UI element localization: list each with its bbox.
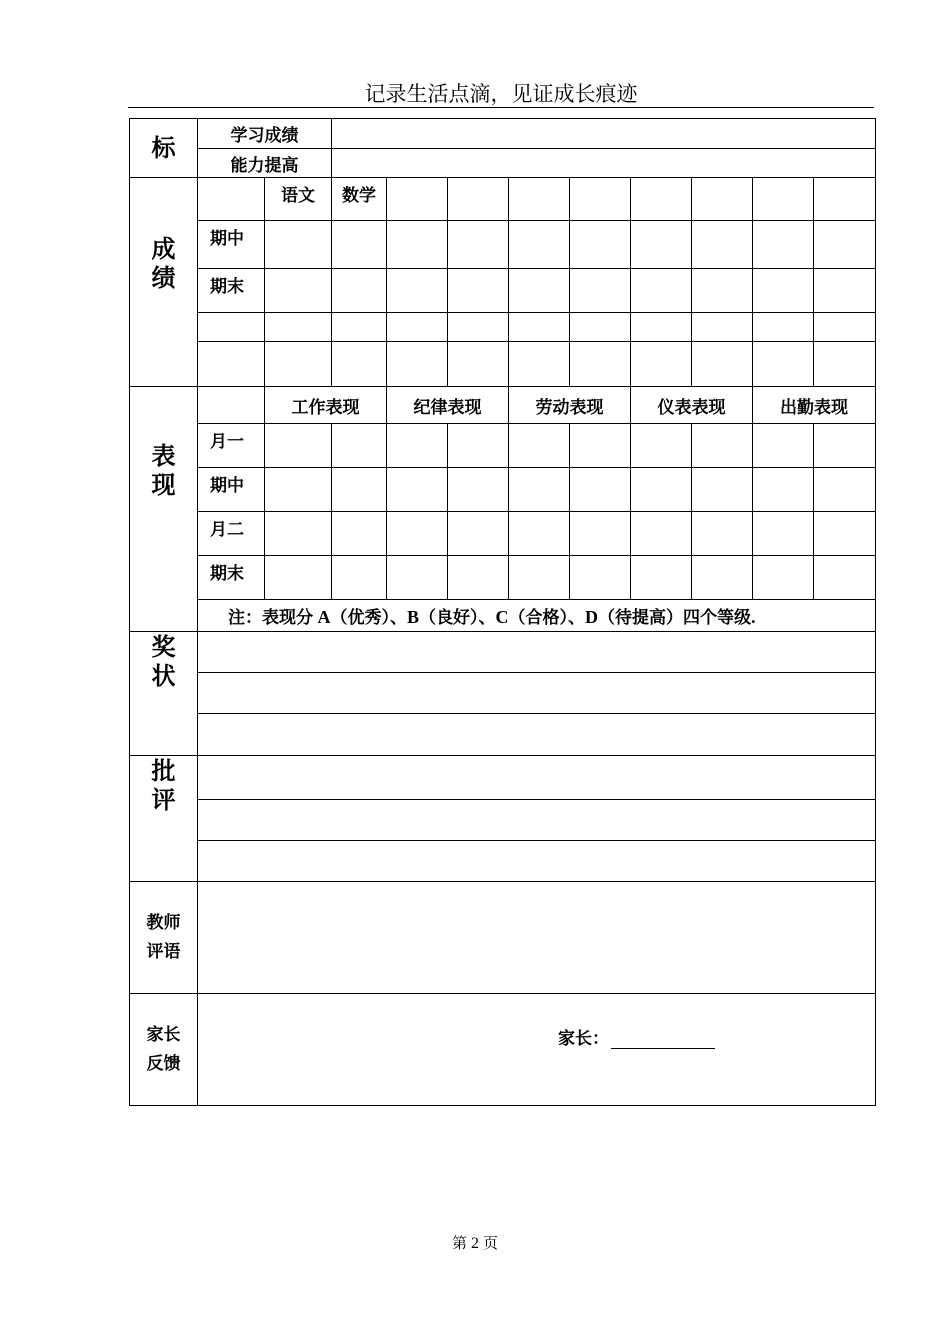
grades-section-label: 成 绩 — [130, 178, 198, 387]
awards-section-label: 奖 状 — [130, 632, 198, 756]
performance-cell[interactable] — [631, 512, 692, 556]
grade-cell[interactable] — [387, 313, 448, 342]
performance-cell[interactable] — [509, 556, 570, 600]
grade-cell[interactable] — [631, 221, 692, 269]
grade-cell[interactable] — [448, 342, 509, 387]
grade-cell[interactable] — [570, 313, 631, 342]
grade-cell[interactable] — [509, 269, 570, 313]
performance-cell[interactable] — [509, 468, 570, 512]
performance-corner-cell — [198, 387, 265, 424]
performance-category-work: 工作表现 — [265, 387, 387, 424]
grade-cell[interactable] — [387, 269, 448, 313]
grades-subject-cell[interactable] — [509, 178, 570, 221]
grades-term-midterm: 期中 — [198, 221, 265, 269]
grade-cell[interactable] — [265, 313, 332, 342]
performance-cell[interactable] — [332, 512, 387, 556]
grades-corner-cell — [198, 178, 265, 221]
performance-period-final: 期末 — [198, 556, 265, 600]
student-record-form — [129, 118, 876, 1106]
goal-row-ability-label: 能力提高 — [198, 149, 332, 178]
performance-category-appearance: 仪表表现 — [631, 387, 753, 424]
performance-cell[interactable] — [448, 424, 509, 468]
grade-cell[interactable] — [753, 221, 814, 269]
grades-subject-cell[interactable] — [570, 178, 631, 221]
performance-cell[interactable] — [387, 512, 448, 556]
grade-cell[interactable] — [753, 313, 814, 342]
performance-cell[interactable] — [570, 468, 631, 512]
goal-row-academic-label: 学习成绩 — [198, 119, 332, 149]
grade-cell[interactable] — [692, 269, 753, 313]
grades-subject-cell[interactable] — [692, 178, 753, 221]
grade-cell[interactable] — [332, 313, 387, 342]
grade-cell[interactable] — [570, 269, 631, 313]
grade-cell[interactable] — [387, 221, 448, 269]
performance-cell[interactable] — [448, 468, 509, 512]
grades-subject-cell[interactable] — [631, 178, 692, 221]
performance-cell[interactable] — [387, 424, 448, 468]
grade-cell[interactable] — [448, 313, 509, 342]
performance-cell[interactable] — [387, 468, 448, 512]
performance-cell[interactable] — [692, 556, 753, 600]
criticism-section-label: 批 评 — [130, 756, 198, 882]
grade-cell[interactable] — [570, 221, 631, 269]
performance-cell[interactable] — [753, 468, 814, 512]
performance-category-labor: 劳动表现 — [509, 387, 631, 424]
performance-cell[interactable] — [448, 512, 509, 556]
performance-period-month1: 月一 — [198, 424, 265, 468]
grades-term-final: 期末 — [198, 269, 265, 313]
performance-cell[interactable] — [753, 512, 814, 556]
teacher-comment-label: 教师 评语 — [130, 882, 198, 994]
performance-cell[interactable] — [448, 556, 509, 600]
grade-cell[interactable] — [332, 269, 387, 313]
performance-cell[interactable] — [332, 424, 387, 468]
criticism-line[interactable] — [198, 841, 876, 882]
grade-cell[interactable] — [631, 313, 692, 342]
parent-feedback-field[interactable] — [198, 994, 876, 1106]
goal-row-ability-field[interactable] — [332, 149, 876, 178]
performance-cell[interactable] — [265, 512, 332, 556]
grade-cell[interactable] — [509, 221, 570, 269]
header-rule — [128, 107, 874, 108]
grades-subject-cell[interactable] — [387, 178, 448, 221]
performance-cell[interactable] — [387, 556, 448, 600]
parent-signature-label: 家长： — [558, 1029, 609, 1049]
performance-cell[interactable] — [814, 468, 876, 512]
performance-cell[interactable] — [814, 512, 876, 556]
grades-subject-cell[interactable] — [814, 178, 876, 221]
parent-signature-line[interactable] — [611, 1030, 715, 1049]
grade-cell[interactable] — [332, 342, 387, 387]
criticism-line[interactable] — [198, 756, 876, 800]
parent-signature — [558, 1024, 715, 1049]
grade-cell[interactable] — [631, 342, 692, 387]
page-header-title: 记录生活点滴，见证成长痕迹 — [364, 82, 638, 106]
performance-cell[interactable] — [631, 556, 692, 600]
awards-line[interactable] — [198, 632, 876, 673]
performance-period-month2: 月二 — [198, 512, 265, 556]
grade-cell[interactable] — [692, 313, 753, 342]
grade-cell[interactable] — [265, 269, 332, 313]
grade-cell[interactable] — [631, 269, 692, 313]
grades-term-blank[interactable] — [198, 342, 265, 387]
performance-cell[interactable] — [332, 468, 387, 512]
grade-cell[interactable] — [814, 269, 876, 313]
grade-cell[interactable] — [814, 313, 876, 342]
grade-cell[interactable] — [448, 269, 509, 313]
grade-cell[interactable] — [448, 221, 509, 269]
performance-cell[interactable] — [509, 512, 570, 556]
goal-section-label: 标 — [130, 119, 198, 178]
performance-cell[interactable] — [570, 556, 631, 600]
teacher-comment-field[interactable] — [198, 882, 876, 994]
grade-cell[interactable] — [265, 221, 332, 269]
performance-period-midterm: 期中 — [198, 468, 265, 512]
grade-cell[interactable] — [509, 342, 570, 387]
grade-cell[interactable] — [814, 342, 876, 387]
parent-feedback-label: 家长 反馈 — [130, 994, 198, 1106]
grade-cell[interactable] — [509, 313, 570, 342]
grade-cell[interactable] — [753, 342, 814, 387]
performance-cell[interactable] — [814, 556, 876, 600]
grade-cell[interactable] — [692, 221, 753, 269]
performance-cell[interactable] — [692, 468, 753, 512]
performance-cell[interactable] — [692, 424, 753, 468]
grade-cell[interactable] — [387, 342, 448, 387]
performance-cell[interactable] — [509, 424, 570, 468]
page-footer: 第 2 页 — [451, 1234, 499, 1252]
performance-cell[interactable] — [570, 512, 631, 556]
performance-category-attendance: 出勤表现 — [753, 387, 876, 424]
page-number: 2 — [467, 1235, 483, 1252]
grade-cell[interactable] — [332, 221, 387, 269]
performance-cell[interactable] — [265, 556, 332, 600]
performance-section-label: 表 现 — [130, 387, 198, 632]
grade-cell[interactable] — [265, 342, 332, 387]
performance-cell[interactable] — [570, 424, 631, 468]
grade-cell[interactable] — [753, 269, 814, 313]
grades-subject-cell[interactable] — [753, 178, 814, 221]
grades-subject-chinese: 语文 — [265, 178, 332, 221]
performance-cell[interactable] — [332, 556, 387, 600]
performance-cell[interactable] — [631, 468, 692, 512]
performance-cell[interactable] — [692, 512, 753, 556]
performance-category-discipline: 纪律表现 — [387, 387, 509, 424]
grades-term-blank[interactable] — [198, 313, 265, 342]
performance-grading-note: 注：表现分 A（优秀）、B（良好）、C（合格）、D（待提高）四个等级. — [198, 600, 876, 632]
grades-subject-cell[interactable] — [448, 178, 509, 221]
performance-cell[interactable] — [265, 424, 332, 468]
goal-row-academic-field[interactable] — [332, 119, 876, 149]
performance-cell[interactable] — [631, 424, 692, 468]
grade-cell[interactable] — [692, 342, 753, 387]
performance-cell[interactable] — [265, 468, 332, 512]
grades-subject-math: 数学 — [332, 178, 387, 221]
awards-line[interactable] — [198, 714, 876, 756]
performance-cell[interactable] — [814, 424, 876, 468]
criticism-line[interactable] — [198, 800, 876, 841]
performance-cell[interactable] — [753, 424, 814, 468]
grade-cell[interactable] — [814, 221, 876, 269]
performance-cell[interactable] — [753, 556, 814, 600]
awards-line[interactable] — [198, 673, 876, 714]
grade-cell[interactable] — [570, 342, 631, 387]
